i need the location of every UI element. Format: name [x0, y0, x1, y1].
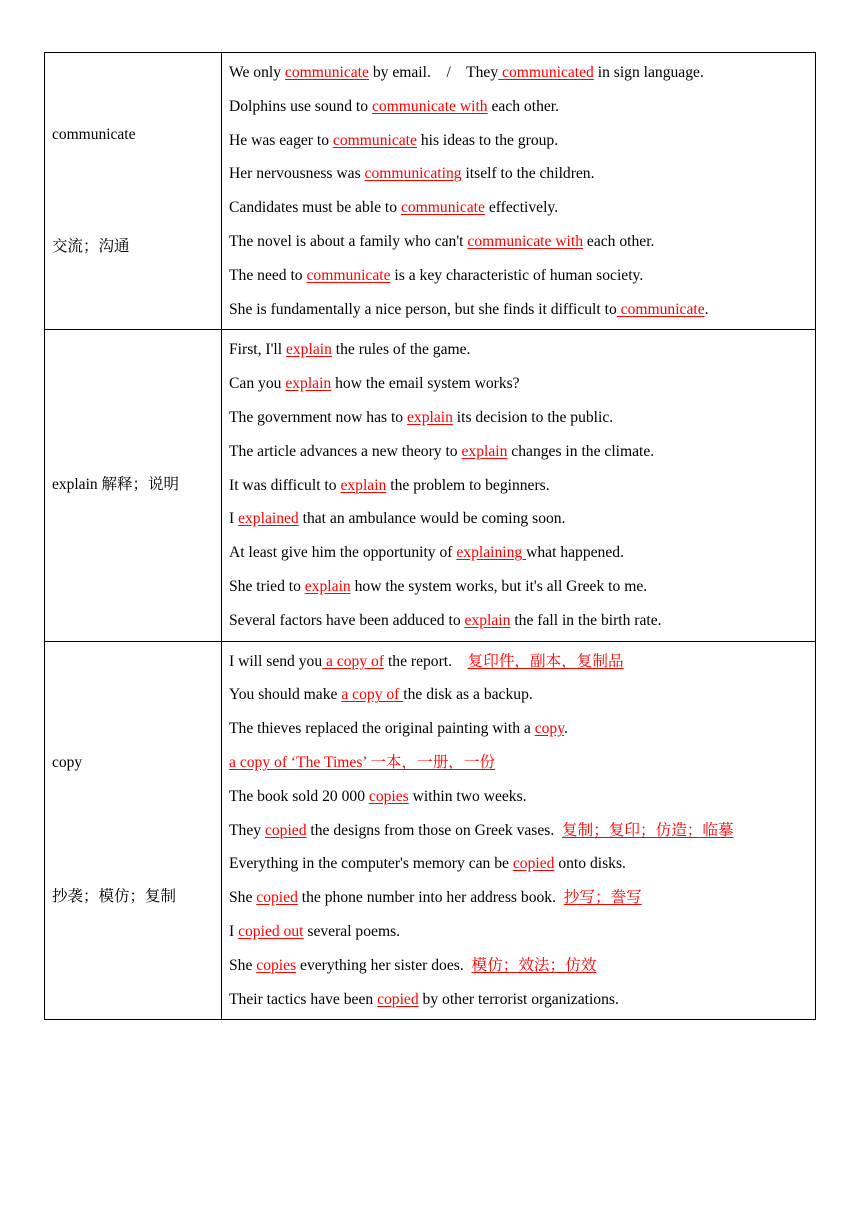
- examples-cell: [222, 330, 816, 641]
- example-sentence: [229, 604, 815, 638]
- sentence-text: She: [229, 956, 257, 974]
- example-sentence: [229, 645, 815, 679]
- word-label: copy: [52, 754, 83, 772]
- sentence-text: his ideas to the group.: [416, 131, 559, 149]
- sentence-text: They: [229, 821, 265, 839]
- sentence-text: the problem to beginners.: [386, 476, 550, 494]
- sentence-text: what happened.: [526, 544, 624, 562]
- sentence-text: everything her sister does.: [296, 956, 472, 974]
- highlighted-phrase: explain: [285, 341, 332, 359]
- highlighted-phrase: communicate with: [467, 232, 584, 250]
- highlighted-phrase: explain: [304, 577, 351, 595]
- sentence-text: the rules of the game.: [331, 341, 471, 359]
- sentence-text: how the email system works?: [331, 375, 520, 393]
- highlighted-phrase: copied out: [238, 922, 304, 940]
- highlighted-phrase: communicate: [306, 266, 391, 284]
- sentence-text: the report.: [384, 652, 468, 670]
- example-sentence: [229, 780, 815, 814]
- sentence-text: onto disks.: [554, 855, 626, 873]
- sentence-text: Candidates must be able to: [229, 199, 401, 217]
- highlighted-phrase: explained: [238, 510, 299, 528]
- sentence-text: that an ambulance would be coming soon.: [298, 510, 566, 528]
- example-sentence: [229, 90, 815, 124]
- example-sentence: [229, 333, 815, 367]
- word-meaning: 解释；说明: [101, 476, 180, 494]
- highlighted-phrase: 复印件，副本，复制品: [467, 652, 624, 670]
- sentence-text: how the system works, but it's all Greek to me.: [350, 577, 648, 595]
- highlighted-phrase: explain: [285, 375, 332, 393]
- examples-cell: [222, 641, 816, 1020]
- sentence-text: I: [229, 922, 239, 940]
- sentence-text: .: [564, 720, 568, 738]
- sentence-text: The article advances a new theory to: [229, 442, 462, 460]
- example-sentence: [229, 56, 815, 90]
- highlighted-phrase: communicate: [616, 300, 705, 318]
- highlighted-phrase: explain: [340, 476, 387, 494]
- sentence-text: I will send you: [229, 652, 323, 670]
- examples-cell: [222, 53, 816, 330]
- highlighted-phrase: 抄写；誊写: [563, 889, 642, 907]
- sentence-text: the designs from those on Greek vases.: [306, 821, 563, 839]
- example-sentence: [229, 983, 815, 1017]
- example-sentence: [229, 259, 815, 293]
- example-sentence: [229, 124, 815, 158]
- highlighted-phrase: communicate: [400, 199, 485, 217]
- sentence-text: The thieves replaced the original painting with a: [229, 720, 535, 738]
- sentence-text: changes in the climate.: [507, 442, 655, 460]
- sentence-text: She: [229, 889, 257, 907]
- example-sentence: [229, 401, 815, 435]
- example-sentence: [229, 191, 815, 225]
- word-cell: [45, 53, 222, 330]
- highlighted-phrase: a copy of: [322, 652, 385, 670]
- word-label: communicate: [52, 126, 136, 144]
- word-cell: [45, 641, 222, 1020]
- example-sentence: [229, 712, 815, 746]
- sentence-text: You should make: [229, 686, 342, 704]
- highlighted-phrase: copied: [256, 889, 298, 907]
- highlighted-phrase: communicated: [498, 64, 594, 81]
- example-sentence: [229, 367, 815, 401]
- word-cell: [45, 330, 222, 641]
- sentence-text: its decision to the public.: [452, 408, 614, 426]
- sentence-text: by other terrorist organizations.: [418, 990, 619, 1008]
- spacer: [52, 146, 221, 236]
- entry-row-copy: [45, 641, 816, 1020]
- example-sentence: [229, 949, 815, 983]
- sentence-text: Can you: [229, 375, 286, 393]
- example-sentence: [229, 814, 815, 848]
- highlighted-phrase: 复制；复印；仿造；临摹: [562, 821, 734, 839]
- sentence-text: several poems.: [303, 922, 401, 940]
- example-sentence: [229, 469, 815, 503]
- sentence-text: itself to the children.: [461, 165, 595, 183]
- sentence-text: Several factors have been adduced to: [229, 611, 465, 629]
- example-sentence: [229, 435, 815, 469]
- sentence-text: the fall in the birth rate.: [510, 611, 662, 629]
- highlighted-phrase: communicate: [284, 64, 369, 81]
- sentence-text: Their tactics have been: [229, 990, 378, 1008]
- highlighted-phrase: explaining: [456, 544, 527, 562]
- example-sentence: [229, 157, 815, 191]
- sentence-text: She is fundamentally a nice person, but she finds it difficult to: [229, 300, 617, 318]
- sentence-text: .: [704, 300, 709, 318]
- example-sentence: [229, 293, 815, 327]
- sentence-text: The novel is about a family who can't: [229, 232, 468, 250]
- sentence-text: effectively.: [484, 199, 559, 217]
- sentence-text: each other.: [583, 232, 655, 250]
- sentence-text: in sign language.: [593, 64, 704, 81]
- sentence-text: the disk as a backup.: [403, 686, 533, 704]
- spacer: [52, 774, 221, 886]
- example-sentence: [229, 536, 815, 570]
- sentence-text: The need to: [229, 266, 307, 284]
- highlighted-phrase: explain: [464, 611, 511, 629]
- example-sentence: [229, 881, 815, 915]
- vocabulary-table: [44, 52, 816, 1020]
- entry-row-communicate: [45, 53, 816, 330]
- sentence-text: within two weeks.: [408, 787, 527, 805]
- highlighted-phrase: copies: [256, 956, 297, 974]
- sentence-text: It was difficult to: [229, 476, 341, 494]
- sentence-text: She tried to: [229, 577, 305, 595]
- sentence-text: the phone number into her address book.: [297, 889, 564, 907]
- highlighted-phrase: copied: [264, 821, 307, 839]
- example-sentence: [229, 502, 815, 536]
- highlighted-phrase: copies: [368, 787, 409, 805]
- highlighted-phrase: copied: [512, 855, 555, 873]
- sentence-text: is a key characteristic of human society.: [390, 266, 644, 284]
- example-sentence: [229, 225, 815, 259]
- word-label: explain: [52, 476, 98, 494]
- highlighted-phrase: a copy of: [341, 686, 404, 704]
- highlighted-phrase: copy: [534, 720, 565, 738]
- sentence-text: each other.: [487, 97, 560, 115]
- sentence-text: He was eager to: [229, 131, 333, 149]
- entry-row-explain: [45, 330, 816, 641]
- sentence-text: Dolphins use sound to: [229, 97, 372, 115]
- highlighted-phrase: a copy of ‘The Times’ 一本，一册，一份: [229, 753, 496, 771]
- highlighted-phrase: copied: [377, 990, 419, 1008]
- highlighted-phrase: communicating: [364, 165, 462, 183]
- highlighted-phrase: communicate with: [371, 97, 488, 115]
- sentence-text: The government now has to: [229, 408, 407, 426]
- sentence-text: Everything in the computer's memory can be: [229, 855, 513, 873]
- example-sentence: [229, 746, 815, 780]
- highlighted-phrase: explain: [407, 408, 453, 426]
- highlighted-phrase: 模仿；效法；仿效: [471, 956, 597, 974]
- sentence-text: We only: [229, 64, 285, 81]
- example-sentence: [229, 570, 815, 604]
- example-sentence: [229, 915, 815, 949]
- sentence-text: The book sold 20 000: [229, 787, 369, 805]
- sentence-text: I: [229, 510, 239, 528]
- word-meaning: 抄袭；模仿；复制: [52, 888, 177, 906]
- example-sentence: [229, 847, 815, 881]
- highlighted-phrase: communicate: [332, 131, 417, 149]
- sentence-text: First, I'll: [229, 341, 286, 359]
- sentence-text: At least give him the opportunity of: [229, 544, 457, 562]
- sentence-text: Her nervousness was: [229, 165, 365, 183]
- highlighted-phrase: explain: [461, 442, 508, 460]
- example-sentence: [229, 678, 815, 712]
- word-meaning: 交流；沟通: [52, 238, 130, 256]
- sentence-text: by email. / They: [368, 64, 499, 81]
- word-heading: [52, 474, 221, 496]
